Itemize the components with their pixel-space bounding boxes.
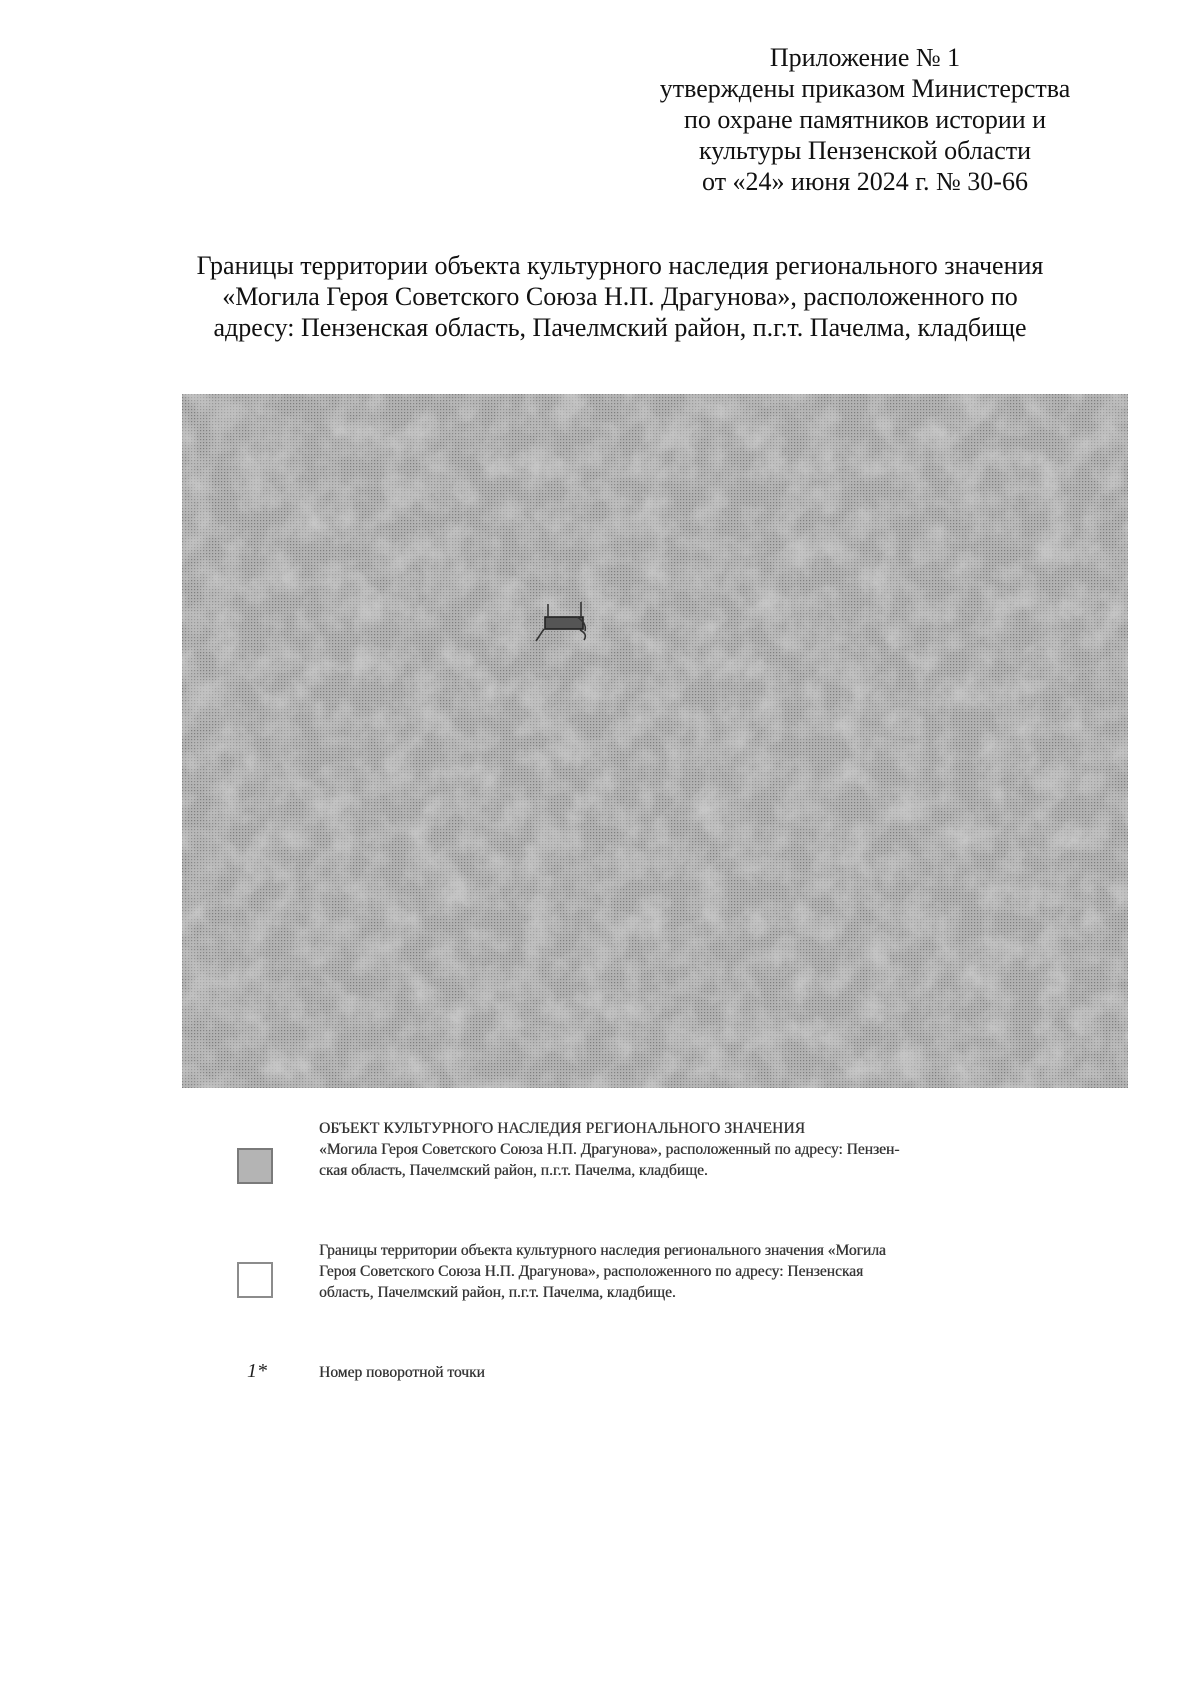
appendix-line: от «24» июня 2024 г. № 30-66: [702, 167, 1028, 196]
legend-text: [319, 1118, 1119, 1181]
site-map: [182, 394, 1128, 1088]
document-title: [120, 250, 1120, 343]
map-image: [182, 394, 1128, 1088]
appendix-header: [620, 42, 1110, 197]
appendix-line: по охране памятников истории и: [683, 105, 1047, 134]
filled-swatch-icon: [237, 1148, 273, 1184]
legend-line: Номер поворотной точки: [319, 1364, 485, 1381]
legend-text: [319, 1240, 1119, 1303]
title-line: адресу: Пензенская область, Пачелмский район, п.г.т. Пачелма, кладбище: [213, 313, 1027, 342]
appendix-line: утверждены приказом Министерства: [659, 74, 1071, 103]
empty-swatch-icon: [237, 1262, 273, 1298]
title-line: «Могила Героя Советского Союза Н.П. Драгунова», расположенного по: [222, 282, 1018, 311]
appendix-line: культуры Пензенской области: [698, 136, 1032, 165]
appendix-line: Приложение № 1: [769, 43, 961, 72]
legend-line: Границы территории объекта культурного наследия регионального значения «Могила: [319, 1242, 886, 1259]
legend-line: область, Пачелмский район, п.г.т. Пачелма, кладбище.: [319, 1284, 676, 1301]
legend-line: «Могила Героя Советского Союза Н.П. Драгунова», расположенный по адресу: Пензен-: [319, 1141, 900, 1158]
legend-line: ская область, Пачелмский район, п.г.т. Пачелма, кладбище.: [319, 1162, 708, 1179]
legend-line: Героя Советского Союза Н.П. Драгунова», расположенного по адресу: Пензенская: [319, 1263, 864, 1280]
point-marker-icon: 1*: [247, 1360, 267, 1382]
title-line: Границы территории объекта культурного наследия регионального значения: [196, 251, 1044, 280]
legend-heading: ОБЪЕКТ КУЛЬТУРНОГО НАСЛЕДИЯ РЕГИОНАЛЬНОГО ЗНАЧЕНИЯ: [319, 1120, 806, 1137]
